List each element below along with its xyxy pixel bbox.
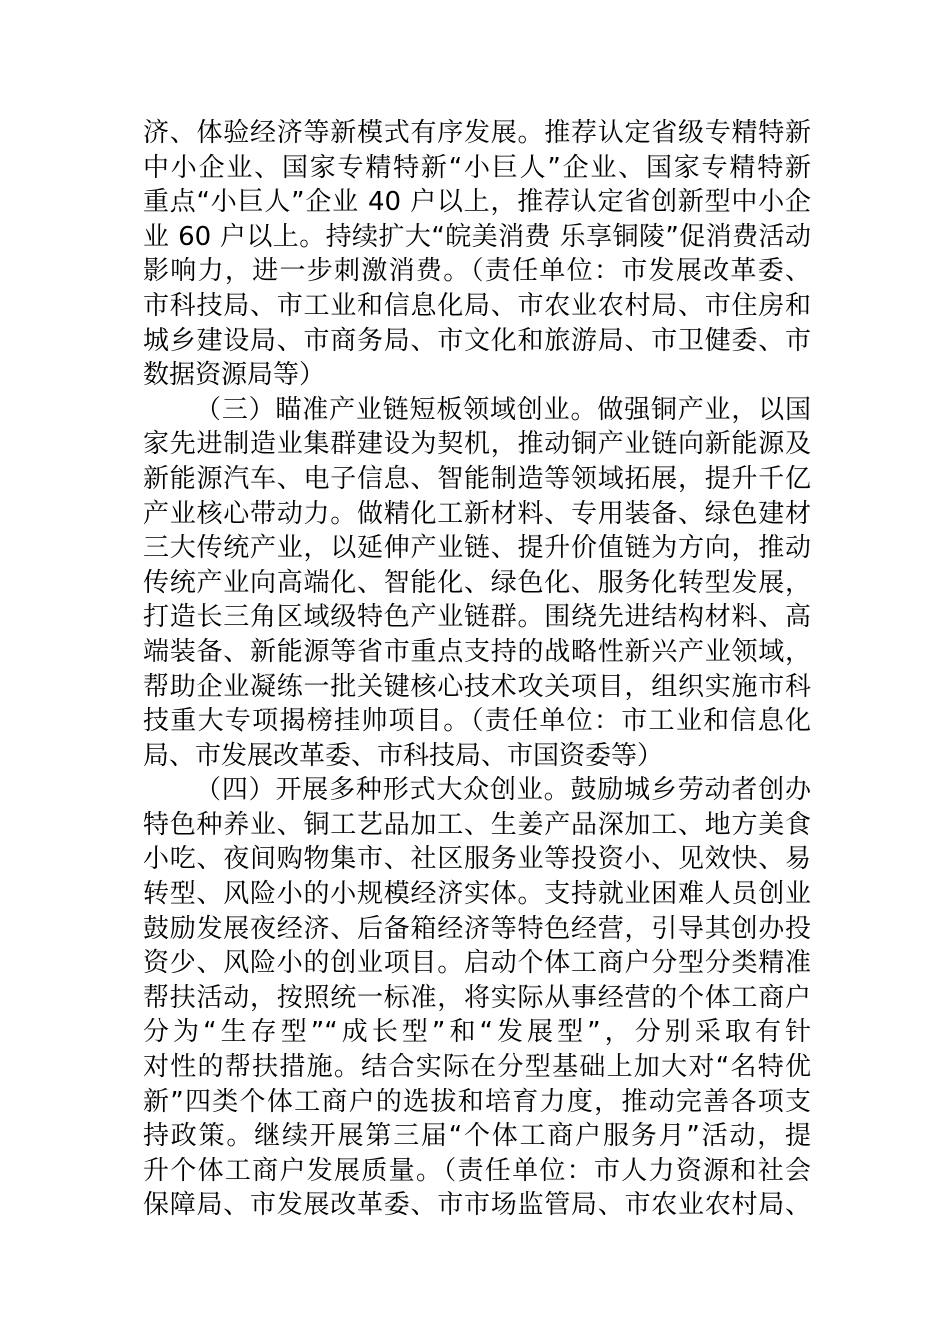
text-line: 帮助企业凝练一批关键核心技术攻关项目，组织实施市科: [143, 671, 811, 702]
text-line: 鼓励发展夜经济、后备箱经济等特色经营，引导其创办投: [143, 913, 811, 944]
text-line: 资少、风险小的创业项目。启动个体工商户分型分类精准: [143, 948, 811, 979]
text-line: 家先进制造业集群建设为契机，推动铜产业链向新能源及: [143, 429, 811, 460]
text-line: 产业核心带动力。做精化工新材料、专用装备、绿色建材: [143, 498, 811, 529]
text-line: 三大传统产业，以延伸产业链、提升价值链为方向，推动: [143, 533, 811, 564]
text-line: 影响力，进一步刺激消费。（责任单位：市发展改革委、: [143, 256, 811, 287]
text-line: 特色种养业、铜工艺品加工、生姜产品深加工、地方美食: [143, 809, 811, 840]
text-line: 传统产业向高端化、智能化、绿色化、服务化转型发展，: [143, 567, 811, 598]
text-line: 新”四类个体工商户的选拔和培育力度，推动完善各项支: [143, 1086, 811, 1117]
text-line: 中小企业、国家专精特新“小巨人”企业、国家专精特新: [143, 152, 811, 183]
text-line: 持政策。继续开展第三届“个体工商户服务月”活动，提: [143, 1121, 811, 1152]
text-line: 帮扶活动，按照统一标准，将实际从事经营的个体工商户: [143, 982, 811, 1013]
text-line: 重点“小巨人”企业 40 户以上，推荐认定省创新型中小企: [143, 187, 811, 218]
text-line: 数据资源局等）: [143, 360, 326, 391]
text-line: 对性的帮扶措施。结合实际在分型基础上加大对“名特优: [143, 1052, 811, 1083]
text-line: 保障局、市发展改革委、市市场监管局、市农业农村局、: [143, 1190, 811, 1221]
text-line: 技重大专项揭榜挂帅项目。（责任单位：市工业和信息化: [143, 706, 811, 737]
text-line: 业 60 户以上。持续扩大“皖美消费 乐享铜陵”促消费活动: [143, 221, 811, 252]
text-line: （四）开展多种形式大众创业。鼓励城乡劳动者创办: [195, 775, 811, 806]
text-line: 济、体验经济等新模式有序发展。推荐认定省级专精特新: [143, 118, 811, 148]
text-line: 市科技局、市工业和信息化局、市农业农村局、市住房和: [143, 290, 811, 321]
document-body-text: [143, 116, 811, 1223]
text-line: 分为“生存型”“成长型”和“发展型”，分别采取有针: [143, 1017, 811, 1048]
text-line: 打造长三角区域级特色产业链群。围绕先进结构材料、高: [143, 602, 811, 633]
text-line: 端装备、新能源等省市重点支持的战略性新兴产业领域，: [143, 636, 811, 667]
text-line: 局、市发展改革委、市科技局、市国资委等）: [143, 740, 664, 771]
text-line: 升个体工商户发展质量。（责任单位：市人力资源和社会: [143, 1155, 811, 1186]
text-line: （三）瞄准产业链短板领域创业。做强铜产业，以国: [195, 394, 811, 425]
text-line: 小吃、夜间购物集市、社区服务业等投资小、见效快、易: [143, 844, 811, 875]
text-line: 转型、风险小的小规模经济实体。支持就业困难人员创业: [143, 879, 811, 910]
text-line: 城乡建设局、市商务局、市文化和旅游局、市卫健委、市: [143, 325, 811, 356]
text-line: 新能源汽车、电子信息、智能制造等领域拓展，提升千亿: [143, 463, 811, 494]
